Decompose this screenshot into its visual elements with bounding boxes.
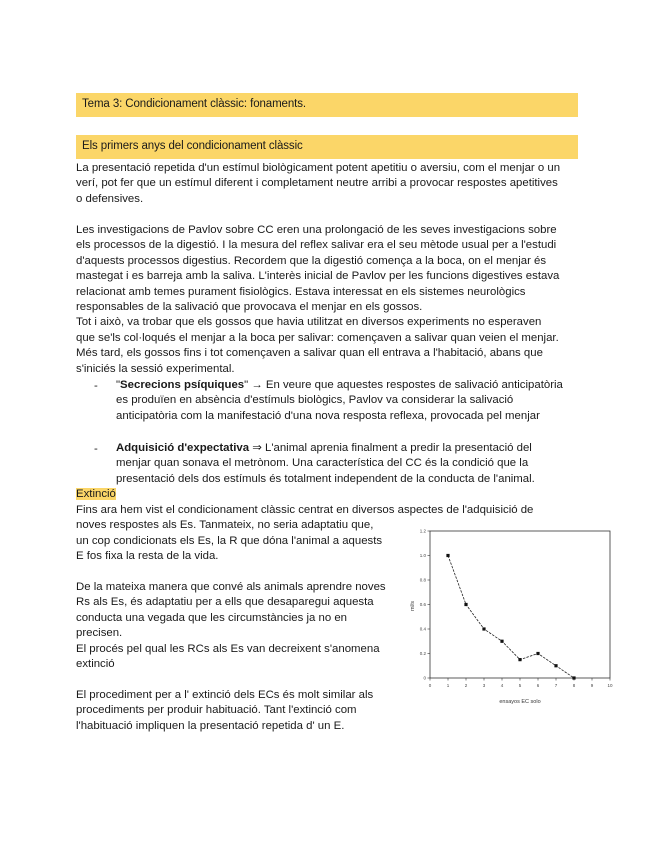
text-line: l'habituació impliquen la presentació repetida d' un E. [76, 719, 345, 732]
extincio-heading-wrap [76, 487, 116, 502]
extincio-paragraph-2 [76, 580, 406, 672]
text-line: Tot i això, va trobar que els gossos que havia utilitzat en diversos experiments no esperaven [76, 316, 542, 329]
text-line: extinció [76, 658, 115, 671]
y-tick-label: 1.2 [419, 528, 426, 534]
series-line [448, 556, 574, 679]
data-point [572, 676, 575, 679]
bullet-line: menjar quan sonava el metrònom. Una característica del CC és la condició que la [116, 457, 529, 470]
y-tick-label: 0.2 [419, 651, 426, 656]
chart-plot-area [420, 529, 613, 689]
data-point [482, 627, 485, 630]
text-line: s'iniciés la sessió experimental. [76, 362, 235, 375]
plot-frame [430, 531, 610, 678]
text-line: Fins ara hem vist el condicionament clàssic centrat en diversos aspectes de l'adquisició de [76, 504, 534, 516]
subsection-title-bar [76, 135, 578, 159]
data-point [518, 658, 521, 661]
data-point [464, 603, 467, 606]
section-title: Tema 3: Condicionament clàssic: fonaments. [82, 98, 306, 110]
subsection-title: Els primers anys del condicionament clàssic [82, 140, 303, 152]
y-tick-label: 1.0 [419, 553, 426, 558]
x-tick-label: 10 [607, 683, 613, 688]
intro-paragraph [76, 161, 586, 207]
x-tick-label: 3 [482, 683, 486, 688]
bullet-line: presentació dels dos estímuls és totalment independent de la conducta de l'animal. [116, 472, 535, 485]
bullet-dash: - [94, 443, 98, 455]
x-tick-label: 1 [446, 683, 450, 688]
bullet-dash: - [94, 380, 98, 392]
text-line: conducta una vegada que les circumstàncies ja no en [76, 611, 348, 624]
y-tick-label: 0.8 [419, 577, 426, 583]
bullet-term: Secrecions psíquiques [120, 379, 245, 391]
bullet-term: Adquisició d'expectativa [116, 442, 250, 454]
text-line: Rs als Es, és adaptatiu per a ells que desaparegui aquesta [76, 596, 374, 609]
bullet-line: es produïen en absència d'estímuls biològics, Pavlov va considerar la salivació [116, 394, 514, 407]
text-line: E fos fixa la resta de la vida. [76, 550, 219, 563]
data-point [536, 652, 539, 655]
text-line: El procés pel qual les RCs als Es van decreixent s'anomena [76, 642, 380, 655]
bullet-line: anticipatòria com la manifestació d'una nova resposta reflexa, provocada pel menjar [116, 409, 540, 422]
x-tick-label: 0 [428, 683, 432, 688]
text-line: procediments per produir habituació. Tant l'extinció com [76, 704, 357, 717]
extincio-heading: Extinció [76, 488, 116, 500]
text-line: o defensives. [76, 192, 144, 205]
y-tick-label: 0.6 [419, 602, 426, 607]
bullet-secrecions [116, 378, 586, 424]
text-line: El procediment per a l' extinció dels ECs és molt similar als [76, 689, 374, 701]
x-axis-label: ensayos EC solo [499, 699, 541, 705]
text-line: els processos de la digestió. I la mesura del reflex salivar era el seu mètode usual per a l'estudi [76, 239, 557, 252]
text-line: responsables de la salivació que provocava el menjar en els gossos. [76, 301, 423, 314]
text-line: noves respostes als Es. Tanmateix, no seria adaptatiu que, [76, 519, 374, 532]
y-axis-label: ml/s [410, 600, 416, 612]
text-line: verí, pot fer que un estímul diferent i completament neutre arribi a provocar respostes apetitives [76, 177, 558, 190]
text-line: un cop condicionats els Es, la R que dóna l'animal a aquests [76, 534, 383, 547]
x-tick-label: 6 [536, 683, 540, 688]
x-tick-label: 4 [500, 683, 504, 688]
data-point [554, 664, 557, 667]
x-tick-label: 8 [572, 683, 576, 688]
text-line: La presentació repetida d'un estímul biològicament potent apetitiu o aversiu, com el menjar o un [76, 162, 561, 174]
text-line: d'aquests processos digestius. Recordem que la digestió comença a la boca, on el menjar és [76, 254, 547, 267]
text-line: relacionat amb temes purament fisiològics. Estava interessat en els sistemes neurològics [76, 285, 526, 298]
data-point [446, 554, 449, 557]
x-tick-label: 9 [590, 683, 594, 688]
pavlov-paragraph [76, 223, 586, 377]
text-line: precisen. [76, 627, 123, 640]
y-tick-label: 0 [423, 675, 426, 681]
x-tick-label: 7 [554, 683, 558, 688]
x-tick-label: 2 [464, 683, 468, 688]
text-line: Més tard, els gossos fins i tot començaven a salivar quan ell entrava a l'habitació, abans que [76, 347, 543, 360]
extincio-paragraph-3 [76, 688, 406, 734]
text-line: De la mateixa manera que convé als animals aprendre noves [76, 581, 386, 593]
text-line: mastegat i es barreja amb la saliva. L'interès inicial de Pavlov per les funcions digestives estava [76, 270, 560, 283]
data-point [500, 640, 503, 643]
section-title-bar [76, 93, 578, 117]
y-tick-label: 0.4 [419, 626, 426, 632]
x-tick-label: 5 [518, 683, 522, 688]
text-line: que se'ls col·loqués el menjar a la boca per salivar: començaven a salivar quan veien el menjar. [76, 331, 559, 344]
bullet-line: Adquisició d'expectativa ⇒ L'animal aprenia finalment a predir la presentació del [116, 442, 532, 454]
bullet-expectativa [116, 441, 586, 487]
extinction-chart [406, 528, 616, 710]
text-line: Les investigacions de Pavlov sobre CC eren una prolongació de les seves investigacions sobre [76, 224, 557, 236]
bullet-line: "Secrecions psíquiques" → En veure que aquestes respostes de salivació anticipatòria [116, 379, 563, 391]
